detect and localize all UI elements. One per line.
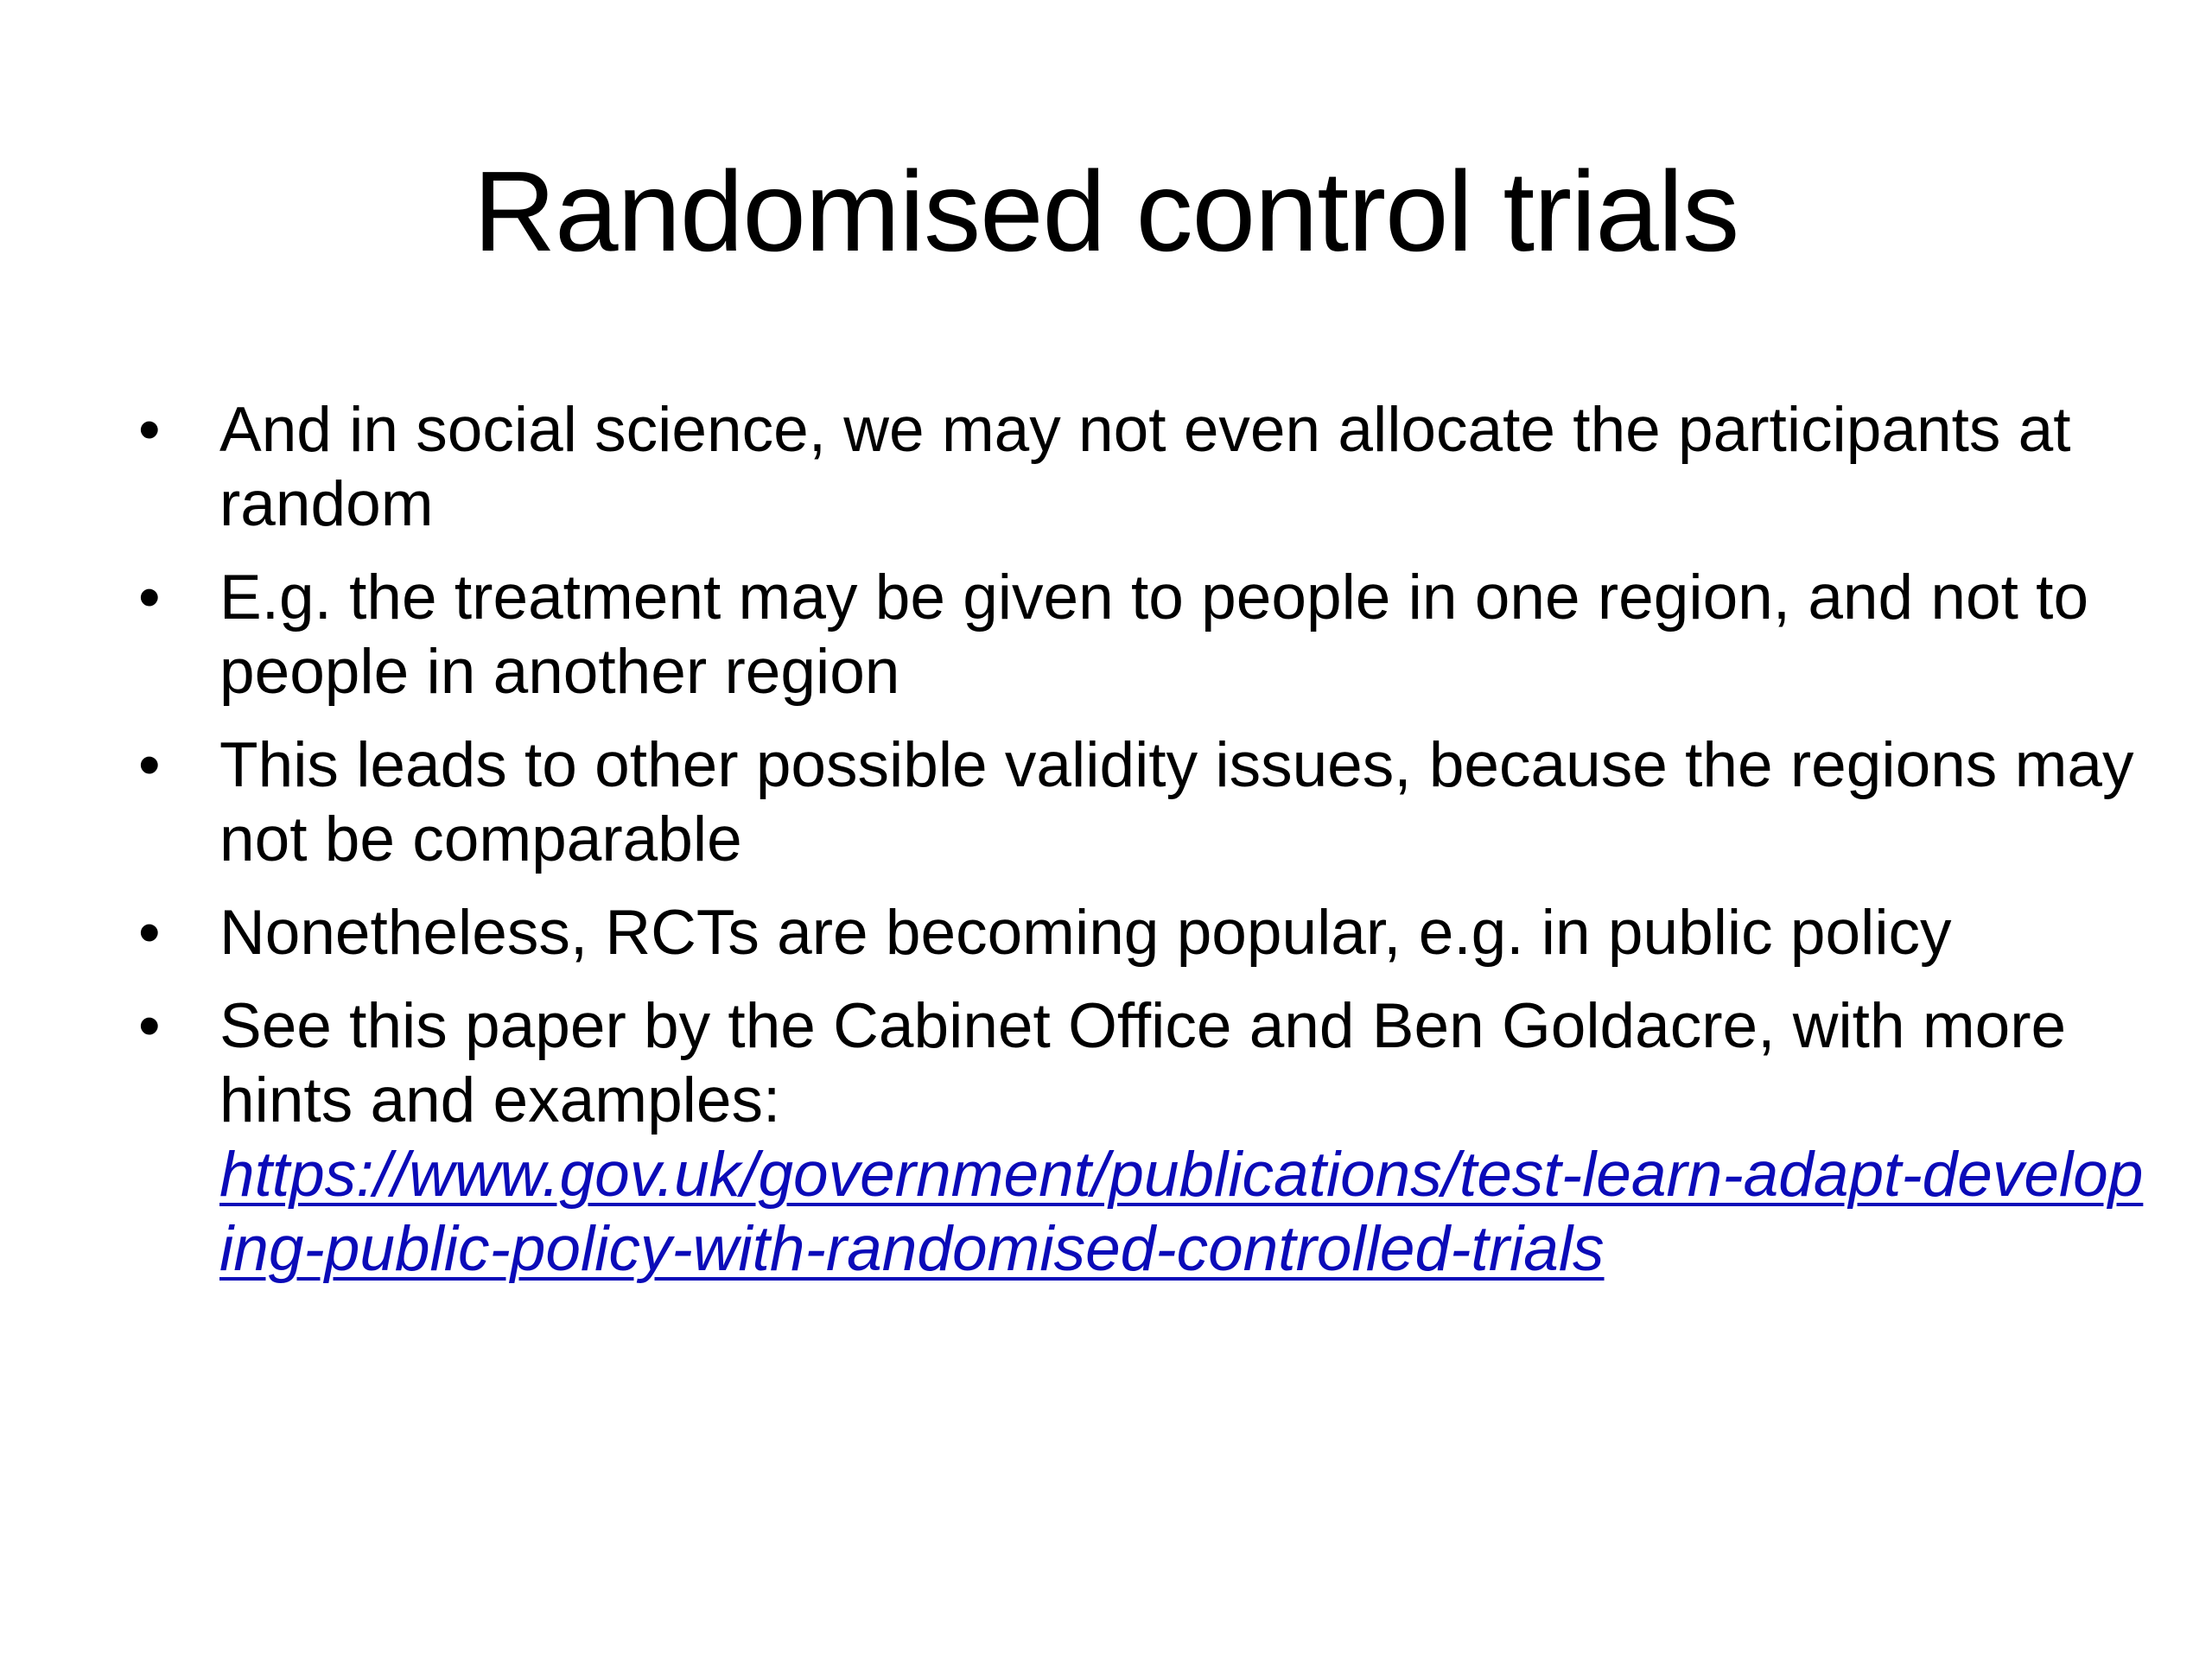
bullet-dot-icon: • [138,395,161,465]
bullet-dot-icon: • [138,563,161,632]
bullet-text: E.g. the treatment may be given to people in one region, and not to people in another region [219,563,2089,707]
list-item [130,393,2152,542]
bullet-dot-icon: • [138,991,161,1061]
slide-title: Randomised control trials [473,148,1739,275]
list-item [130,728,2152,877]
list-item [130,896,2152,970]
bullet-dot-icon: • [138,898,161,968]
paper-link[interactable]: https://www.gov.uk/government/publications/test-learn-adapt-developing-public-policy-with-randomised-controlled-trials [219,1140,2144,1284]
bullet-text: Nonetheless, RCTs are becoming popular, e.g. in public policy [219,898,1952,968]
bullet-dot-icon: • [138,730,161,800]
list-item [130,989,2152,1287]
bullet-list [130,393,2152,1306]
list-item [130,561,2152,709]
bullet-text: See this paper by the Cabinet Office and Ben Goldacre, with more hints and examples: [219,991,2067,1135]
bullet-text: This leads to other possible validity issues, because the regions may not be comparable [219,730,2134,874]
bullet-text: And in social science, we may not even allocate the participants at random [219,395,2071,539]
